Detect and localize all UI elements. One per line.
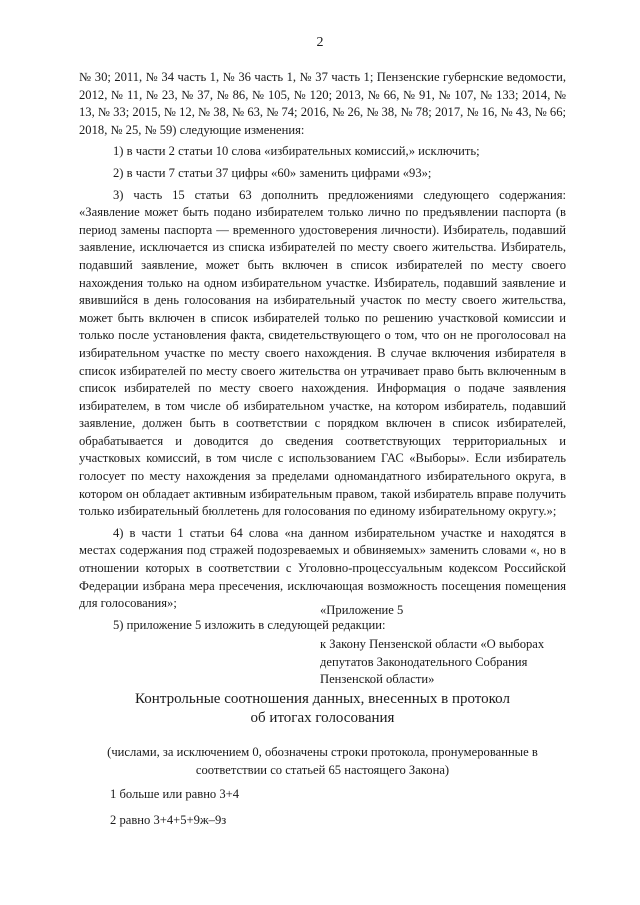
section-heading-line: об итогах голосования <box>250 710 395 726</box>
paragraph-citation-list: № 30; 2011, № 34 часть 1, № 36 часть 1, № 37 часть 1; Пензенские губернские ведомости, 2012, № 11, № 23, № 37, № 86, № 105, № 120; 2013, № 66, № 91, № 107, № 133; 2014, № 13, № 33; 2015, № 12, № 38, № 63, № 74; 2016, № 26, № 38, № 78; 2017, № 16, № 43, № 66; 2018, № 25, № 59) следующие изменения: <box>79 70 566 137</box>
appendix-reference-line: к Закону Пензенской области «О выборах <box>320 637 545 651</box>
law-amendment-text <box>79 69 566 634</box>
paragraph-amendment-3: 3) часть 15 статьи 63 дополнить предложениями следующего содержания: «Заявление может быть подано избирателем только лично по предъявлении паспорта (в период замены паспорта — временного удостоверения личности). Избиратель, подавший заявление, исключается из списка избирателей по месту своего жительства. Избиратель, подавший заявление, может быть включен в список избирателей по месту своего нахождения только на одном избирательном участке. Избиратель, подавший заявление и явившийся в день голосования на избирательный участок по месту своего жительства, может быть включен в список избирателей только по решению участковой комиссии и только после установления факта, свидетельствующего о том, что он не проголосовал на избирательном участке по месту своего нахождения. В случае включения избирателя в список избирателей по месту своего жительства он утрачивает право быть включенным в список избирателей по месту своего нахождения. Информация о подаче заявления избирателем, в том числе об избирательном участке, на котором избиратель, подавший заявление, должен быть в соответствии с порядком включен в список избирателей, обрабатывается и доводится до сведения соответствующих территориальных и участковых комиссий, в том числе с использованием ГАС «Выборы». Если избиратель голосует по месту нахождения за пределами одномандатного избирательного округа, в котором он обладает активным избирательным правом, такой избиратель вправе получить только избирательный бюллетень для голосования по единому избирательному округу.»; <box>79 187 566 519</box>
explanatory-note <box>79 744 566 779</box>
explanatory-note-line: (числами, за исключением 0, обозначены строки протокола, пронумерованные в <box>107 745 538 759</box>
control-rule-2: 2 равно 3+4+5+9ж–9з <box>110 813 227 827</box>
paragraph-amendment-5: 5) приложение 5 изложить в следующей редакции: <box>113 617 386 632</box>
explanatory-note-line: соответствии со статьей 65 настоящего Закона) <box>195 762 450 777</box>
paragraph-amendment-4: 4) в части 1 статьи 64 слова «на данном избирательном участке и находятся в местах содержания под стражей подозреваемых и обвиняемых» заменить словами «, но в отношении которых в соответствии с Уголовно-процессуальным кодексом Российской Федерации избрана мера пресечения, исключающая возможность посещения помещения для голосования»; <box>79 525 566 611</box>
appendix-reference-line: Пензенской области» <box>320 672 435 687</box>
appendix-title: «Приложение 5 <box>320 603 404 617</box>
control-rule-1: 1 больше или равно 3+4 <box>110 787 240 801</box>
paragraph-amendment-1: 1) в части 2 статьи 10 слова «избирательных комиссий,» исключить; <box>113 144 480 159</box>
section-heading-line: Контрольные соотношения данных, внесенных в протокол <box>135 691 510 707</box>
page-number: 2 <box>316 35 324 50</box>
section-heading <box>79 690 566 728</box>
appendix-reference <box>320 636 570 689</box>
appendix-reference-line: депутатов Законодательного Собрания <box>320 654 528 669</box>
paragraph-amendment-2: 2) в части 7 статьи 37 цифры «60» заменить цифрами «93»; <box>113 165 432 180</box>
